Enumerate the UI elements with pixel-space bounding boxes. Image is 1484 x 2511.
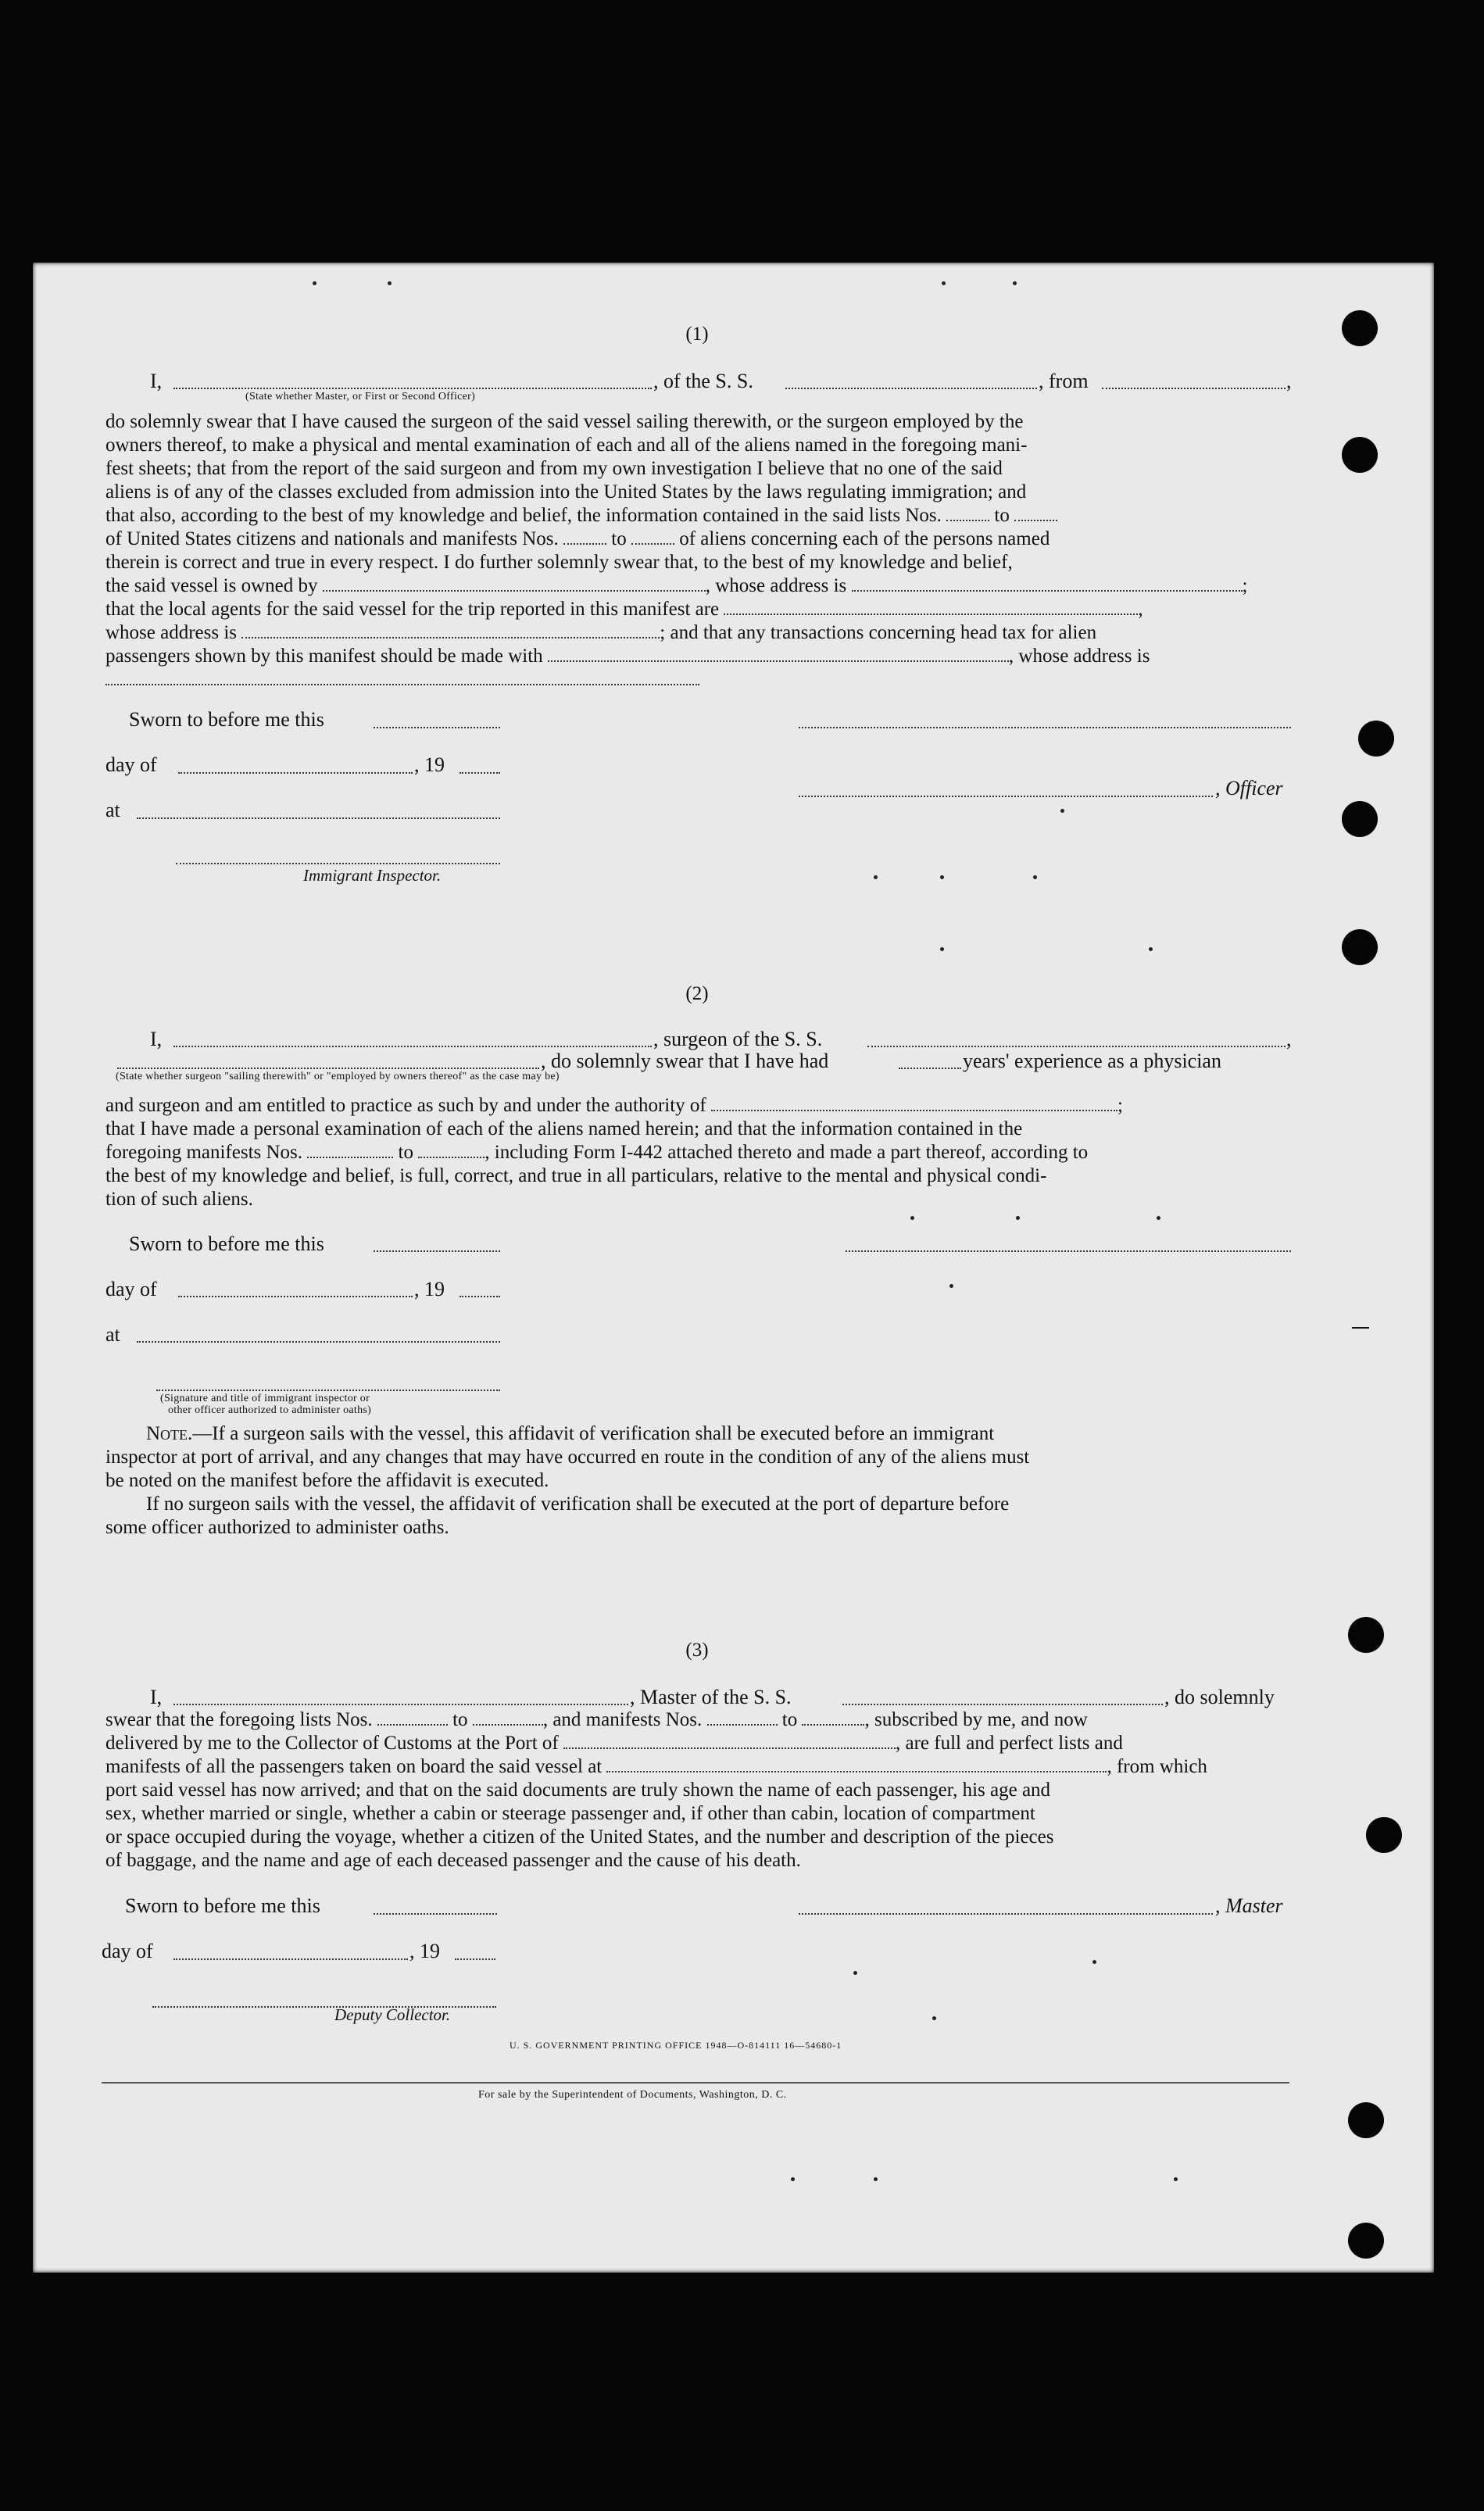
- s1-signature-field[interactable]: [799, 711, 1291, 728]
- s3-day-month-field[interactable]: [173, 1943, 408, 1960]
- punch-hole: [1348, 2223, 1384, 2259]
- speck: [942, 281, 946, 285]
- s1-of-ss-label: , of the S. S.: [653, 370, 753, 392]
- s2-day-of-label: day of: [105, 1278, 157, 1300]
- s2-manifest-to-field[interactable]: [418, 1141, 485, 1158]
- speck: [388, 281, 392, 285]
- s1-ship-name-field[interactable]: [785, 372, 1037, 389]
- s3-port-field[interactable]: [563, 1732, 896, 1749]
- s1-day-month-field[interactable]: [178, 757, 413, 774]
- gpo-imprint: U. S. GOVERNMENT PRINTING OFFICE 1948—O-814111 16—54680-1: [510, 2040, 842, 2051]
- section-1-number: (1): [685, 324, 709, 345]
- s2-note-line: inspector at port of arrival, and any changes that may have occurred en route in the condition of any of the aliens must: [105, 1447, 1030, 1468]
- s3-day-of-label: day of: [102, 1940, 153, 1962]
- s2-note-line: be noted on the manifest before the affidavit is executed.: [105, 1470, 549, 1491]
- s2-note-line: some officer authorized to administer oaths.: [105, 1517, 449, 1538]
- s1-manifest-from-field[interactable]: [563, 528, 606, 545]
- s2-body: [105, 1094, 1293, 1211]
- s2-day-month-field[interactable]: [178, 1280, 413, 1297]
- speck: [1060, 809, 1064, 813]
- s3-list-from-field[interactable]: [377, 1708, 448, 1726]
- s1-officer-field[interactable]: [799, 780, 1213, 797]
- s1-body-line-agents: that the local agents for the said vessel for the trip reported in this manifest are ,: [105, 599, 1143, 620]
- s1-body-line: owners thereof, to make a physical and mental examination of each and all of the aliens named in the foregoing mani-: [105, 435, 1028, 456]
- s1-manifest-to-field[interactable]: [631, 528, 674, 545]
- s2-body-line: tion of such aliens.: [105, 1189, 253, 1210]
- s1-body-line: aliens is of any of the classes excluded from admission into the United States by the laws regulating immigration; and: [105, 481, 1027, 503]
- s3-body-line: of baggage, and the name and age of each deceased passenger and the cause of his death.: [105, 1850, 801, 1871]
- s3-body-line-at: manifests of all the passengers taken on board the said vessel at , from which: [105, 1756, 1207, 1777]
- s3-body: [105, 1708, 1293, 1873]
- s1-owner-field[interactable]: [323, 574, 706, 592]
- s2-body-line: the best of my knowledge and belief, is full, correct, and true in all particulars, relative to the mental and physical condi-: [105, 1165, 1047, 1186]
- speck: [874, 2177, 878, 2181]
- s3-master-signature-field[interactable]: [799, 1898, 1213, 1915]
- s2-solemnly-label: , do solemnly swear that I have had: [541, 1050, 829, 1072]
- speck: [1157, 1216, 1160, 1220]
- section-3-number: (3): [685, 1640, 709, 1661]
- s1-at-label: at: [105, 799, 120, 821]
- s1-agents-address-field[interactable]: [241, 621, 660, 638]
- s2-surgeon-ss-label: , surgeon of the S. S.: [653, 1028, 823, 1050]
- s2-manifest-from-field[interactable]: [307, 1141, 393, 1158]
- speck: [932, 2016, 936, 2020]
- s2-body-line-authority: and surgeon and am entitled to practice as such by and under the authority of ;: [105, 1095, 1123, 1116]
- s1-headtax-address-field[interactable]: [105, 668, 699, 685]
- s1-year-label: , 19: [414, 753, 445, 776]
- s3-boarding-port-field[interactable]: [606, 1755, 1107, 1772]
- s2-authority-field[interactable]: [711, 1094, 1117, 1111]
- s2-body-line-manifests: foregoing manifests Nos. to , including Form I-442 attached thereto and made a part thereof, according to: [105, 1142, 1089, 1163]
- speck: [853, 1971, 857, 1975]
- s3-body-line: port said vessel has now arrived; and that on the said documents are truly shown the name of each passenger, his age and: [105, 1780, 1051, 1801]
- speck: [940, 875, 944, 879]
- s2-note-line: If no surgeon sails with the vessel, the affidavit of verification shall be executed at the port of departure before: [146, 1493, 1010, 1515]
- s3-body-line: sex, whether married or single, whether a cabin or steerage passenger and, if other than cabin, location of compartment: [105, 1803, 1035, 1824]
- s3-deputy-label: Deputy Collector.: [334, 2005, 451, 2024]
- footer-divider: [102, 2082, 1289, 2084]
- s1-body-line: therein is correct and true in every respect. I do further solemnly swear that, to the best of my knowledge and belief,: [105, 552, 1013, 573]
- s2-sworn-date-field[interactable]: [374, 1235, 500, 1252]
- s3-sworn-date-field[interactable]: [374, 1898, 497, 1915]
- s1-body-line-lists: that also, according to the best of my knowledge and belief, the information contained in the said lists Nos. to: [105, 504, 1293, 528]
- s3-year-field[interactable]: [455, 1943, 495, 1960]
- s2-at-label: at: [105, 1323, 120, 1346]
- s1-day-of-label: day of: [105, 753, 157, 776]
- s3-master-label: , Master: [1215, 1894, 1283, 1917]
- punch-hole: [1348, 1617, 1384, 1653]
- s2-note: [105, 1422, 1293, 1540]
- s2-sig-caption-2: other officer authorized to administer oaths): [168, 1404, 372, 1416]
- s2-note-label: Note.: [146, 1423, 193, 1444]
- s2-year-label: , 19: [414, 1278, 445, 1300]
- s1-from-port-field[interactable]: [1102, 372, 1286, 389]
- punch-hole: [1342, 310, 1378, 346]
- s1-rank-caption: (State whether Master, or First or Second Officer): [245, 391, 476, 402]
- s3-master-name-field[interactable]: [173, 1688, 628, 1705]
- punch-hole: [1348, 2102, 1384, 2138]
- s1-comma: ,: [1286, 370, 1292, 392]
- s1-i-label: I,: [150, 370, 163, 392]
- s2-surgeon-type-field[interactable]: [117, 1052, 539, 1069]
- s2-sig-caption-1: (Signature and title of immigrant inspector or: [160, 1393, 370, 1404]
- speck: [1149, 947, 1153, 951]
- s2-type-caption: (State whether surgeon "sailing therewith" or "employed by owners thereof" as the case may be): [116, 1071, 560, 1082]
- s2-surgeon-name-field[interactable]: [173, 1030, 652, 1047]
- margin-mark: [1352, 1327, 1369, 1329]
- s2-ship-name-field[interactable]: [867, 1030, 1286, 1047]
- s1-inspector-label: Immigrant Inspector.: [303, 866, 442, 885]
- s2-years-label: years' experience as a physician: [963, 1050, 1221, 1072]
- s1-agents-field[interactable]: [724, 598, 1138, 615]
- s2-i-label: I,: [150, 1028, 163, 1050]
- s3-body-line: or space occupied during the voyage, whether a citizen of the United States, and the number and description of the pieces: [105, 1826, 1054, 1847]
- s2-sworn-label: Sworn to before me this: [129, 1232, 324, 1255]
- speck: [949, 1284, 953, 1288]
- s1-officer-rank-field[interactable]: [173, 372, 652, 389]
- s3-ship-name-field[interactable]: [842, 1688, 1163, 1705]
- s1-list-to-field[interactable]: [1014, 504, 1057, 521]
- s1-list-from-field[interactable]: [946, 504, 989, 521]
- s3-i-label: I,: [150, 1686, 163, 1708]
- s1-body-line-headtax: passengers shown by this manifest should be made with , whose address is: [105, 646, 1150, 667]
- s2-officer-signature-field[interactable]: [156, 1374, 500, 1391]
- speck: [791, 2177, 795, 2181]
- section-2-number: (2): [685, 983, 709, 1004]
- s2-comma: ,: [1286, 1028, 1292, 1050]
- s1-body-line-address: whose address is ; and that any transactions concerning head tax for alien: [105, 622, 1097, 643]
- s1-officer-label: , Officer: [1215, 777, 1283, 799]
- s1-body-line: fest sheets; that from the report of the said surgeon and from my own investigation I believe that no one of the said: [105, 458, 1003, 479]
- speck: [1016, 1216, 1020, 1220]
- s1-body-line-manifests: of United States citizens and nationals and manifests Nos. to of aliens concerning each of the persons named: [105, 528, 1050, 549]
- s1-body: [105, 410, 1293, 668]
- s3-manifest-to-field[interactable]: [802, 1708, 864, 1726]
- s1-at-place-field[interactable]: [137, 802, 500, 819]
- speck: [1092, 1960, 1096, 1964]
- sale-notice: For sale by the Superintendent of Documents, Washington, D. C.: [478, 2089, 787, 2101]
- s1-owner-address-field[interactable]: [852, 574, 1243, 592]
- punch-hole: [1342, 437, 1378, 473]
- speck: [1033, 875, 1037, 879]
- s1-year-field[interactable]: [460, 757, 500, 774]
- s2-signature-field[interactable]: [846, 1235, 1291, 1252]
- speck: [874, 875, 878, 879]
- s2-year-field[interactable]: [460, 1280, 500, 1297]
- s1-sworn-date-field[interactable]: [374, 711, 500, 728]
- s1-from-label: , from: [1039, 370, 1089, 392]
- s2-at-place-field[interactable]: [137, 1325, 500, 1343]
- s2-body-line: that I have made a personal examination of each of the aliens named herein; and that the information contained in the: [105, 1118, 1023, 1139]
- s3-body-line-port: delivered by me to the Collector of Customs at the Port of , are full and perfect lists and: [105, 1733, 1123, 1754]
- s1-inspector-signature-field[interactable]: [176, 847, 500, 864]
- s2-note-line: Note.—If a surgeon sails with the vessel, this affidavit of verification shall be executed before an immigrant: [146, 1423, 995, 1444]
- s3-list-to-field[interactable]: [473, 1708, 543, 1726]
- s1-headtax-party-field[interactable]: [548, 645, 1009, 662]
- punch-hole: [1342, 801, 1378, 837]
- speck: [910, 1216, 914, 1220]
- s1-body-line-owner: the said vessel is owned by , whose address is ;: [105, 575, 1248, 596]
- speck: [1013, 281, 1017, 285]
- punch-hole: [1358, 721, 1394, 757]
- s2-years-field[interactable]: [899, 1052, 961, 1069]
- s3-master-ss-label: , Master of the S. S.: [630, 1686, 792, 1708]
- punch-hole: [1366, 1817, 1402, 1853]
- speck: [313, 281, 316, 285]
- punch-hole: [1342, 929, 1378, 965]
- s1-sworn-label: Sworn to before me this: [129, 708, 324, 731]
- speck: [940, 947, 944, 951]
- speck: [1174, 2177, 1178, 2181]
- s3-year-label: , 19: [409, 1940, 440, 1962]
- s3-body-line-lists: swear that the foregoing lists Nos. to , and manifests Nos. to , subscribed by me, and now: [105, 1709, 1088, 1730]
- s3-sworn-label: Sworn to before me this: [125, 1894, 320, 1917]
- s3-manifest-from-field[interactable]: [707, 1708, 778, 1726]
- s3-solemnly-label: , do solemnly: [1164, 1686, 1275, 1708]
- s1-body-line: do solemnly swear that I have caused the surgeon of the said vessel sailing therewith, or the surgeon employed by the: [105, 411, 1024, 432]
